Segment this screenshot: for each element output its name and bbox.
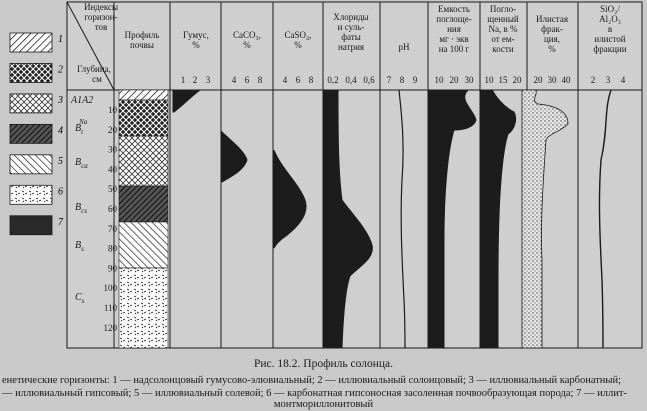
depth-label-100: 100 xyxy=(103,283,117,294)
tick-cap-30: 30 xyxy=(464,75,474,85)
tick-ph-8: 8 xyxy=(399,75,405,85)
horizon-bca: $B_{ca}$ xyxy=(75,157,88,170)
legend-number-6: 6 xyxy=(58,186,63,198)
depth-label-70: 70 xyxy=(108,223,117,234)
tick-cap-10: 10 xyxy=(434,75,444,85)
legend-swatch-4 xyxy=(10,124,52,143)
horizon-cs: $C_s$ xyxy=(75,292,85,305)
legend-number-7: 7 xyxy=(58,216,63,228)
tick-ph-9: 9 xyxy=(412,75,418,85)
depth-label-10: 10 xyxy=(108,105,117,115)
profile-layer-3 xyxy=(119,136,168,186)
tick-chlor-06: 0,6 xyxy=(363,75,375,85)
figure-caption-line-1: енетические горизонты: 1 — надсолонцовый гумусово-элювиальный; 2 — иллювиальный солонцовый; 3 — иллювиальный карбонатный; xyxy=(2,375,622,386)
depth-label-20: 20 xyxy=(108,124,117,135)
header-chlorides: Хлориды и суль-фаты натрия xyxy=(333,12,369,52)
legend-number-3: 3 xyxy=(58,94,63,106)
header-humus: Гумус, % xyxy=(183,30,209,50)
legend-number-5: 5 xyxy=(58,155,63,167)
header-ph: pH xyxy=(398,42,410,52)
profile-column xyxy=(119,90,168,348)
legend-swatch-3 xyxy=(10,94,52,113)
legend-swatch-5 xyxy=(10,155,52,174)
tick-clay-40: 40 xyxy=(561,75,571,85)
depth-label-90: 90 xyxy=(108,263,117,274)
profile-layer-4 xyxy=(119,186,168,222)
tick-chlor-04: 0,4 xyxy=(345,75,357,85)
figure-caption-line-3: монтмориллонитовый xyxy=(273,399,374,410)
tick-cap-20: 20 xyxy=(449,75,459,85)
horizon-bs: $B_s$ xyxy=(75,240,84,253)
tick-caco3-8: 8 xyxy=(257,75,263,85)
profile-layer-1 xyxy=(119,90,168,100)
figure-caption-title: Рис. 18.2. Профиль солонца. xyxy=(253,358,394,370)
horizon-bcs: $B_{cs}$ xyxy=(75,202,87,215)
tick-na-20: 20 xyxy=(512,75,522,85)
tick-humus-2: 2 xyxy=(192,75,198,85)
tick-humus-1: 1 xyxy=(180,75,186,85)
horizon-bt-na: $B_tNa$ xyxy=(75,118,88,136)
legend-number-2: 2 xyxy=(58,64,63,76)
legend-swatch-1 xyxy=(10,33,52,52)
legend-number-4: 4 xyxy=(58,125,63,137)
tick-sio2-3: 3 xyxy=(605,75,611,85)
header-capacity: Емкость поглоще-ния мг · экв на 100 г xyxy=(436,4,472,54)
tick-humus-3: 3 xyxy=(205,75,211,85)
depth-label-110: 110 xyxy=(103,303,117,313)
tick-na-15: 15 xyxy=(498,75,508,85)
depth-label-80: 80 xyxy=(108,243,117,254)
legend-swatch-7 xyxy=(10,216,52,235)
horizon-a1a2: A1A2 xyxy=(71,95,94,106)
tick-caso4-6: 6 xyxy=(295,75,301,85)
depth-label-60: 60 xyxy=(108,204,117,214)
depth-label-120: 120 xyxy=(103,322,117,333)
header-caco3: CaCO₃, % xyxy=(233,30,261,50)
header-depth: Глубина, см xyxy=(77,64,111,84)
header-sio2: SiO₂/ Al₂O₃ в илистой фракции xyxy=(593,4,627,54)
profile-layer-5 xyxy=(119,222,168,268)
tick-sio2-2: 2 xyxy=(590,75,596,85)
header-index-horizons: Индексы горизон-тов xyxy=(83,2,119,32)
tick-clay-30: 30 xyxy=(547,75,557,85)
tick-caso4-4: 4 xyxy=(282,75,288,85)
tick-caco3-4: 4 xyxy=(231,75,237,85)
legend-swatch-6 xyxy=(10,185,52,204)
header-clay: Илистая фрак-ция, % xyxy=(536,14,568,54)
tick-ph-7: 7 xyxy=(386,75,392,85)
legend-number-1: 1 xyxy=(58,34,63,45)
tick-clay-20: 20 xyxy=(533,75,543,85)
depth-label-50: 50 xyxy=(108,184,117,195)
figure-caption-line-2: — иллювиальный гипсовый; 5 — иллювиальный солевой; 6 — карбонатная гипсоносная засоленная почвообразующая порода; 7 — иллит- xyxy=(2,388,627,399)
tick-sio2-4: 4 xyxy=(620,75,626,85)
profile-layer-6 xyxy=(119,268,168,348)
tick-na-10: 10 xyxy=(484,75,494,85)
profile-layer-2 xyxy=(119,100,168,136)
header-profile: Профиль почвы xyxy=(124,30,160,50)
tick-chlor-02: 0,2 xyxy=(327,75,339,85)
legend-swatch-2 xyxy=(10,63,52,82)
header-caso4: CaSO₄, % xyxy=(284,30,312,50)
tick-caso4-8: 8 xyxy=(308,75,314,85)
header-sodium: Погло-щенный Na, в % от ем-кости xyxy=(487,4,519,54)
depth-label-30: 30 xyxy=(108,144,117,155)
depth-label-40: 40 xyxy=(108,164,117,175)
tick-caco3-6: 6 xyxy=(244,75,250,85)
legend xyxy=(10,33,64,235)
